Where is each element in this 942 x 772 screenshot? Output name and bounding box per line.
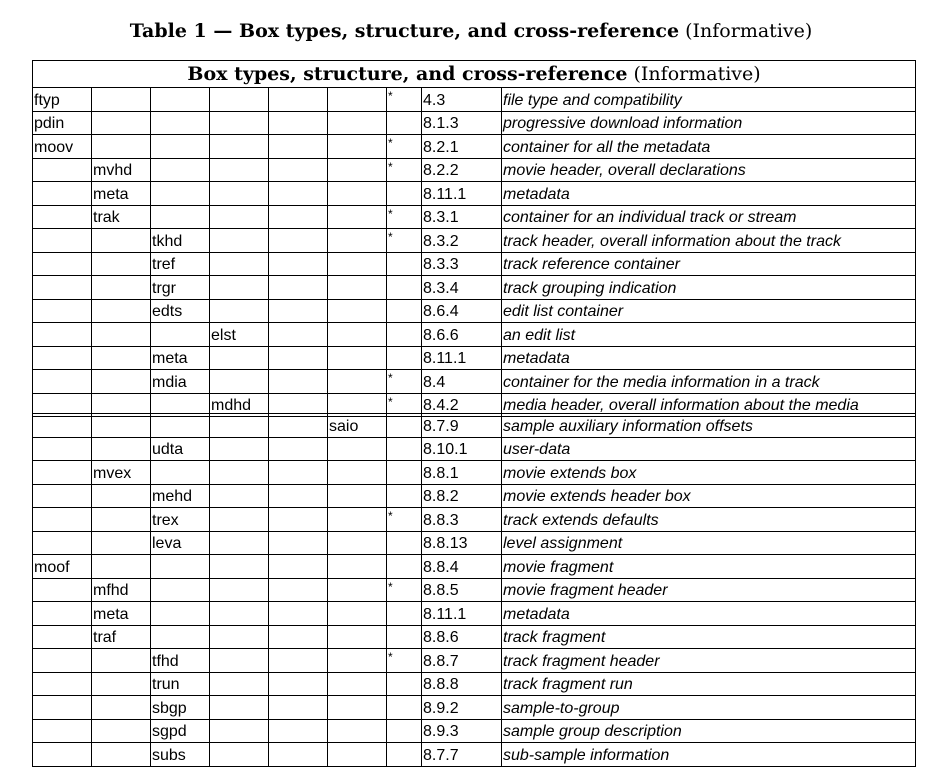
empty-cell: [269, 578, 328, 602]
description-cell: container for all the metadata: [502, 135, 916, 159]
box-name-cell: edts: [151, 299, 210, 323]
section-ref-cell: 8.8.6: [422, 625, 502, 649]
empty-cell: [269, 508, 328, 532]
empty-cell: [328, 135, 387, 159]
empty-cell: [151, 135, 210, 159]
section-ref-cell: 8.6.6: [422, 323, 502, 347]
empty-cell: [92, 719, 151, 743]
description-cell: level assignment: [502, 531, 916, 555]
section-ref-cell: 8.3.1: [422, 205, 502, 229]
empty-cell: [269, 346, 328, 370]
section-ref-cell: 8.7.7: [422, 743, 502, 767]
box-name-cell: mehd: [151, 484, 210, 508]
empty-cell: [328, 625, 387, 649]
empty-cell: [269, 555, 328, 579]
empty-cell: [92, 696, 151, 720]
empty-cell: [210, 437, 269, 461]
empty-cell: [210, 508, 269, 532]
empty-cell: [210, 672, 269, 696]
table-section-top: [32, 60, 916, 414]
empty-cell: [269, 484, 328, 508]
box-name-cell: traf: [92, 625, 151, 649]
section-ref-cell: 8.11.1: [422, 182, 502, 206]
empty-cell: [269, 672, 328, 696]
description-cell: movie fragment header: [502, 578, 916, 602]
box-name-cell: udta: [151, 437, 210, 461]
empty-cell: [269, 414, 328, 438]
table-row: [33, 578, 916, 602]
mandatory-marker-cell: [387, 111, 422, 135]
mandatory-marker-cell: [387, 252, 422, 276]
empty-cell: [210, 696, 269, 720]
description-cell: track fragment: [502, 625, 916, 649]
mandatory-marker-cell: *: [387, 393, 422, 417]
description-cell: media header, overall information about the media: [502, 393, 916, 417]
description-cell: movie extends box: [502, 461, 916, 485]
empty-cell: [33, 252, 92, 276]
empty-cell: [210, 135, 269, 159]
empty-cell: [210, 370, 269, 394]
table-row: [33, 299, 916, 323]
mandatory-marker-cell: [387, 531, 422, 555]
empty-cell: [33, 602, 92, 626]
empty-cell: [33, 414, 92, 438]
table-row: [33, 437, 916, 461]
empty-cell: [151, 88, 210, 112]
empty-cell: [92, 346, 151, 370]
empty-cell: [269, 649, 328, 673]
empty-cell: [328, 323, 387, 347]
description-cell: progressive download information: [502, 111, 916, 135]
mandatory-marker-cell: *: [387, 508, 422, 532]
mandatory-marker-cell: *: [387, 88, 422, 112]
description-cell: metadata: [502, 182, 916, 206]
empty-cell: [33, 182, 92, 206]
box-name-cell: mvex: [92, 461, 151, 485]
empty-cell: [269, 602, 328, 626]
empty-cell: [328, 88, 387, 112]
description-cell: sample auxiliary information offsets: [502, 414, 916, 438]
table-row: [33, 88, 916, 112]
empty-cell: [33, 299, 92, 323]
empty-cell: [328, 555, 387, 579]
empty-cell: [33, 578, 92, 602]
empty-cell: [92, 323, 151, 347]
section-ref-cell: 8.4: [422, 370, 502, 394]
description-cell: track grouping indication: [502, 276, 916, 300]
empty-cell: [210, 743, 269, 767]
empty-cell: [33, 625, 92, 649]
mandatory-marker-cell: *: [387, 229, 422, 253]
box-name-cell: pdin: [33, 111, 92, 135]
empty-cell: [269, 743, 328, 767]
table-caption-bold: Box types, structure, and cross-reference: [187, 63, 628, 85]
box-name-cell: tfhd: [151, 649, 210, 673]
empty-cell: [151, 625, 210, 649]
empty-cell: [269, 370, 328, 394]
empty-cell: [33, 158, 92, 182]
box-name-cell: moof: [33, 555, 92, 579]
description-cell: track header, overall information about the track: [502, 229, 916, 253]
empty-cell: [328, 719, 387, 743]
empty-cell: [269, 719, 328, 743]
mandatory-marker-cell: *: [387, 158, 422, 182]
empty-cell: [92, 299, 151, 323]
table-row: [33, 370, 916, 394]
section-ref-cell: 8.7.9: [422, 414, 502, 438]
empty-cell: [328, 252, 387, 276]
box-name-cell: moov: [33, 135, 92, 159]
mandatory-marker-cell: [387, 414, 422, 438]
empty-cell: [328, 346, 387, 370]
empty-cell: [210, 182, 269, 206]
box-name-cell: trak: [92, 205, 151, 229]
mandatory-marker-cell: *: [387, 370, 422, 394]
empty-cell: [269, 182, 328, 206]
empty-cell: [151, 182, 210, 206]
mandatory-marker-cell: [387, 276, 422, 300]
empty-cell: [92, 508, 151, 532]
table-row: [33, 696, 916, 720]
section-ref-cell: 8.2.2: [422, 158, 502, 182]
mandatory-marker-cell: [387, 323, 422, 347]
section-ref-cell: 8.9.2: [422, 696, 502, 720]
mandatory-marker-cell: [387, 437, 422, 461]
description-cell: sub-sample information: [502, 743, 916, 767]
empty-cell: [210, 555, 269, 579]
box-name-cell: leva: [151, 531, 210, 555]
section-ref-cell: 8.8.7: [422, 649, 502, 673]
description-cell: container for the media information in a track: [502, 370, 916, 394]
section-ref-cell: 8.11.1: [422, 602, 502, 626]
section-ref-cell: 8.8.8: [422, 672, 502, 696]
empty-cell: [33, 323, 92, 347]
empty-cell: [269, 531, 328, 555]
table-row: [33, 158, 916, 182]
empty-cell: [269, 252, 328, 276]
mandatory-marker-cell: [387, 182, 422, 206]
mandatory-marker-cell: [387, 696, 422, 720]
empty-cell: [210, 111, 269, 135]
empty-cell: [92, 111, 151, 135]
description-cell: edit list container: [502, 299, 916, 323]
empty-cell: [92, 414, 151, 438]
box-table-bottom: [32, 413, 916, 767]
empty-cell: [269, 299, 328, 323]
empty-cell: [151, 323, 210, 347]
section-ref-cell: 8.8.4: [422, 555, 502, 579]
table-row: [33, 182, 916, 206]
empty-cell: [210, 276, 269, 300]
section-ref-cell: 8.8.5: [422, 578, 502, 602]
mandatory-marker-cell: *: [387, 649, 422, 673]
empty-cell: [92, 672, 151, 696]
section-ref-cell: 8.8.1: [422, 461, 502, 485]
box-name-cell: mvhd: [92, 158, 151, 182]
mandatory-marker-cell: [387, 625, 422, 649]
empty-cell: [210, 531, 269, 555]
document-title-bold: Table 1 — Box types, structure, and cross-reference: [129, 20, 680, 42]
empty-cell: [328, 602, 387, 626]
empty-cell: [328, 743, 387, 767]
empty-cell: [269, 696, 328, 720]
empty-cell: [269, 437, 328, 461]
empty-cell: [328, 672, 387, 696]
empty-cell: [210, 625, 269, 649]
description-cell: an edit list: [502, 323, 916, 347]
empty-cell: [33, 743, 92, 767]
description-cell: movie fragment: [502, 555, 916, 579]
description-cell: track fragment run: [502, 672, 916, 696]
box-name-cell: mdia: [151, 370, 210, 394]
empty-cell: [328, 276, 387, 300]
table-row: [33, 346, 916, 370]
description-cell: metadata: [502, 602, 916, 626]
description-cell: movie extends header box: [502, 484, 916, 508]
table-caption-row: [33, 61, 916, 88]
section-ref-cell: 8.8.2: [422, 484, 502, 508]
empty-cell: [328, 484, 387, 508]
empty-cell: [210, 346, 269, 370]
empty-cell: [92, 88, 151, 112]
empty-cell: [92, 649, 151, 673]
empty-cell: [151, 158, 210, 182]
table-row: [33, 135, 916, 159]
description-cell: metadata: [502, 346, 916, 370]
empty-cell: [328, 531, 387, 555]
empty-cell: [210, 252, 269, 276]
mandatory-marker-cell: [387, 672, 422, 696]
empty-cell: [269, 229, 328, 253]
empty-cell: [210, 88, 269, 112]
section-ref-cell: 4.3: [422, 88, 502, 112]
empty-cell: [151, 602, 210, 626]
empty-cell: [151, 555, 210, 579]
table-row: [33, 461, 916, 485]
box-name-cell: meta: [92, 602, 151, 626]
empty-cell: [92, 531, 151, 555]
empty-cell: [328, 649, 387, 673]
empty-cell: [328, 299, 387, 323]
empty-cell: [210, 205, 269, 229]
table-row: [33, 649, 916, 673]
empty-cell: [151, 461, 210, 485]
table-row: [33, 276, 916, 300]
empty-cell: [92, 252, 151, 276]
empty-cell: [210, 649, 269, 673]
empty-cell: [33, 696, 92, 720]
table-row: [33, 719, 916, 743]
empty-cell: [33, 205, 92, 229]
table-row: [33, 111, 916, 135]
empty-cell: [33, 346, 92, 370]
box-name-cell: elst: [210, 323, 269, 347]
empty-cell: [33, 719, 92, 743]
empty-cell: [92, 484, 151, 508]
empty-cell: [151, 111, 210, 135]
box-name-cell: ftyp: [33, 88, 92, 112]
box-name-cell: meta: [92, 182, 151, 206]
box-table-top: [32, 60, 916, 417]
section-ref-cell: 8.2.1: [422, 135, 502, 159]
empty-cell: [210, 461, 269, 485]
section-ref-cell: 8.9.3: [422, 719, 502, 743]
empty-cell: [328, 182, 387, 206]
mandatory-marker-cell: [387, 299, 422, 323]
table-row: [33, 484, 916, 508]
empty-cell: [328, 437, 387, 461]
description-cell: file type and compatibility: [502, 88, 916, 112]
empty-cell: [328, 111, 387, 135]
empty-cell: [269, 461, 328, 485]
empty-cell: [33, 672, 92, 696]
empty-cell: [33, 370, 92, 394]
table-row: [33, 323, 916, 347]
document-title: [0, 18, 942, 44]
empty-cell: [210, 578, 269, 602]
box-name-cell: saio: [328, 414, 387, 438]
section-ref-cell: 8.3.4: [422, 276, 502, 300]
box-name-cell: mdhd: [210, 393, 269, 417]
mandatory-marker-cell: *: [387, 578, 422, 602]
description-cell: sample group description: [502, 719, 916, 743]
empty-cell: [151, 578, 210, 602]
empty-cell: [328, 696, 387, 720]
table-row: [33, 602, 916, 626]
empty-cell: [92, 229, 151, 253]
empty-cell: [328, 461, 387, 485]
empty-cell: [269, 205, 328, 229]
empty-cell: [210, 484, 269, 508]
section-ref-cell: 8.3.2: [422, 229, 502, 253]
empty-cell: [269, 323, 328, 347]
empty-cell: [210, 158, 269, 182]
table-row: [33, 743, 916, 767]
empty-cell: [92, 743, 151, 767]
box-name-cell: sbgp: [151, 696, 210, 720]
table-row: [33, 672, 916, 696]
empty-cell: [92, 370, 151, 394]
box-name-cell: sgpd: [151, 719, 210, 743]
table-section-bottom: [32, 413, 916, 764]
mandatory-marker-cell: [387, 743, 422, 767]
mandatory-marker-cell: [387, 602, 422, 626]
table-row: [33, 229, 916, 253]
empty-cell: [269, 625, 328, 649]
box-name-cell: trun: [151, 672, 210, 696]
table-row: [33, 508, 916, 532]
empty-cell: [33, 229, 92, 253]
empty-cell: [92, 276, 151, 300]
section-ref-cell: 8.1.3: [422, 111, 502, 135]
section-ref-cell: 8.6.4: [422, 299, 502, 323]
description-cell: track reference container: [502, 252, 916, 276]
empty-cell: [33, 484, 92, 508]
empty-cell: [328, 508, 387, 532]
description-cell: track fragment header: [502, 649, 916, 673]
empty-cell: [33, 649, 92, 673]
section-ref-cell: 8.4.2: [422, 393, 502, 417]
mandatory-marker-cell: [387, 719, 422, 743]
mandatory-marker-cell: [387, 461, 422, 485]
section-ref-cell: 8.11.1: [422, 346, 502, 370]
empty-cell: [328, 370, 387, 394]
empty-cell: [328, 578, 387, 602]
table-row: [33, 414, 916, 438]
table-row: [33, 205, 916, 229]
box-name-cell: tref: [151, 252, 210, 276]
empty-cell: [269, 88, 328, 112]
mandatory-marker-cell: [387, 346, 422, 370]
box-name-cell: tkhd: [151, 229, 210, 253]
section-ref-cell: 8.8.3: [422, 508, 502, 532]
box-name-cell: subs: [151, 743, 210, 767]
empty-cell: [92, 135, 151, 159]
empty-cell: [210, 602, 269, 626]
empty-cell: [33, 461, 92, 485]
empty-cell: [269, 276, 328, 300]
mandatory-marker-cell: [387, 555, 422, 579]
description-cell: movie header, overall declarations: [502, 158, 916, 182]
empty-cell: [92, 555, 151, 579]
empty-cell: [33, 531, 92, 555]
empty-cell: [210, 299, 269, 323]
table-caption-note: (Informative): [633, 63, 761, 85]
mandatory-marker-cell: *: [387, 205, 422, 229]
description-cell: container for an individual track or stream: [502, 205, 916, 229]
table-row: [33, 555, 916, 579]
table-caption: [33, 61, 916, 88]
empty-cell: [33, 508, 92, 532]
empty-cell: [269, 158, 328, 182]
box-name-cell: mfhd: [92, 578, 151, 602]
empty-cell: [33, 276, 92, 300]
empty-cell: [328, 158, 387, 182]
box-name-cell: trex: [151, 508, 210, 532]
table-row: [33, 531, 916, 555]
description-cell: sample-to-group: [502, 696, 916, 720]
box-name-cell: meta: [151, 346, 210, 370]
empty-cell: [269, 111, 328, 135]
empty-cell: [210, 719, 269, 743]
description-cell: user-data: [502, 437, 916, 461]
empty-cell: [328, 205, 387, 229]
empty-cell: [269, 135, 328, 159]
box-name-cell: trgr: [151, 276, 210, 300]
table-row: [33, 252, 916, 276]
empty-cell: [151, 205, 210, 229]
table-row: [33, 625, 916, 649]
mandatory-marker-cell: [387, 484, 422, 508]
empty-cell: [92, 437, 151, 461]
section-ref-cell: 8.3.3: [422, 252, 502, 276]
section-ref-cell: 8.10.1: [422, 437, 502, 461]
empty-cell: [210, 414, 269, 438]
mandatory-marker-cell: *: [387, 135, 422, 159]
document-title-note: (Informative): [685, 20, 813, 42]
description-cell: track extends defaults: [502, 508, 916, 532]
empty-cell: [151, 414, 210, 438]
empty-cell: [328, 229, 387, 253]
empty-cell: [33, 437, 92, 461]
empty-cell: [210, 229, 269, 253]
section-ref-cell: 8.8.13: [422, 531, 502, 555]
